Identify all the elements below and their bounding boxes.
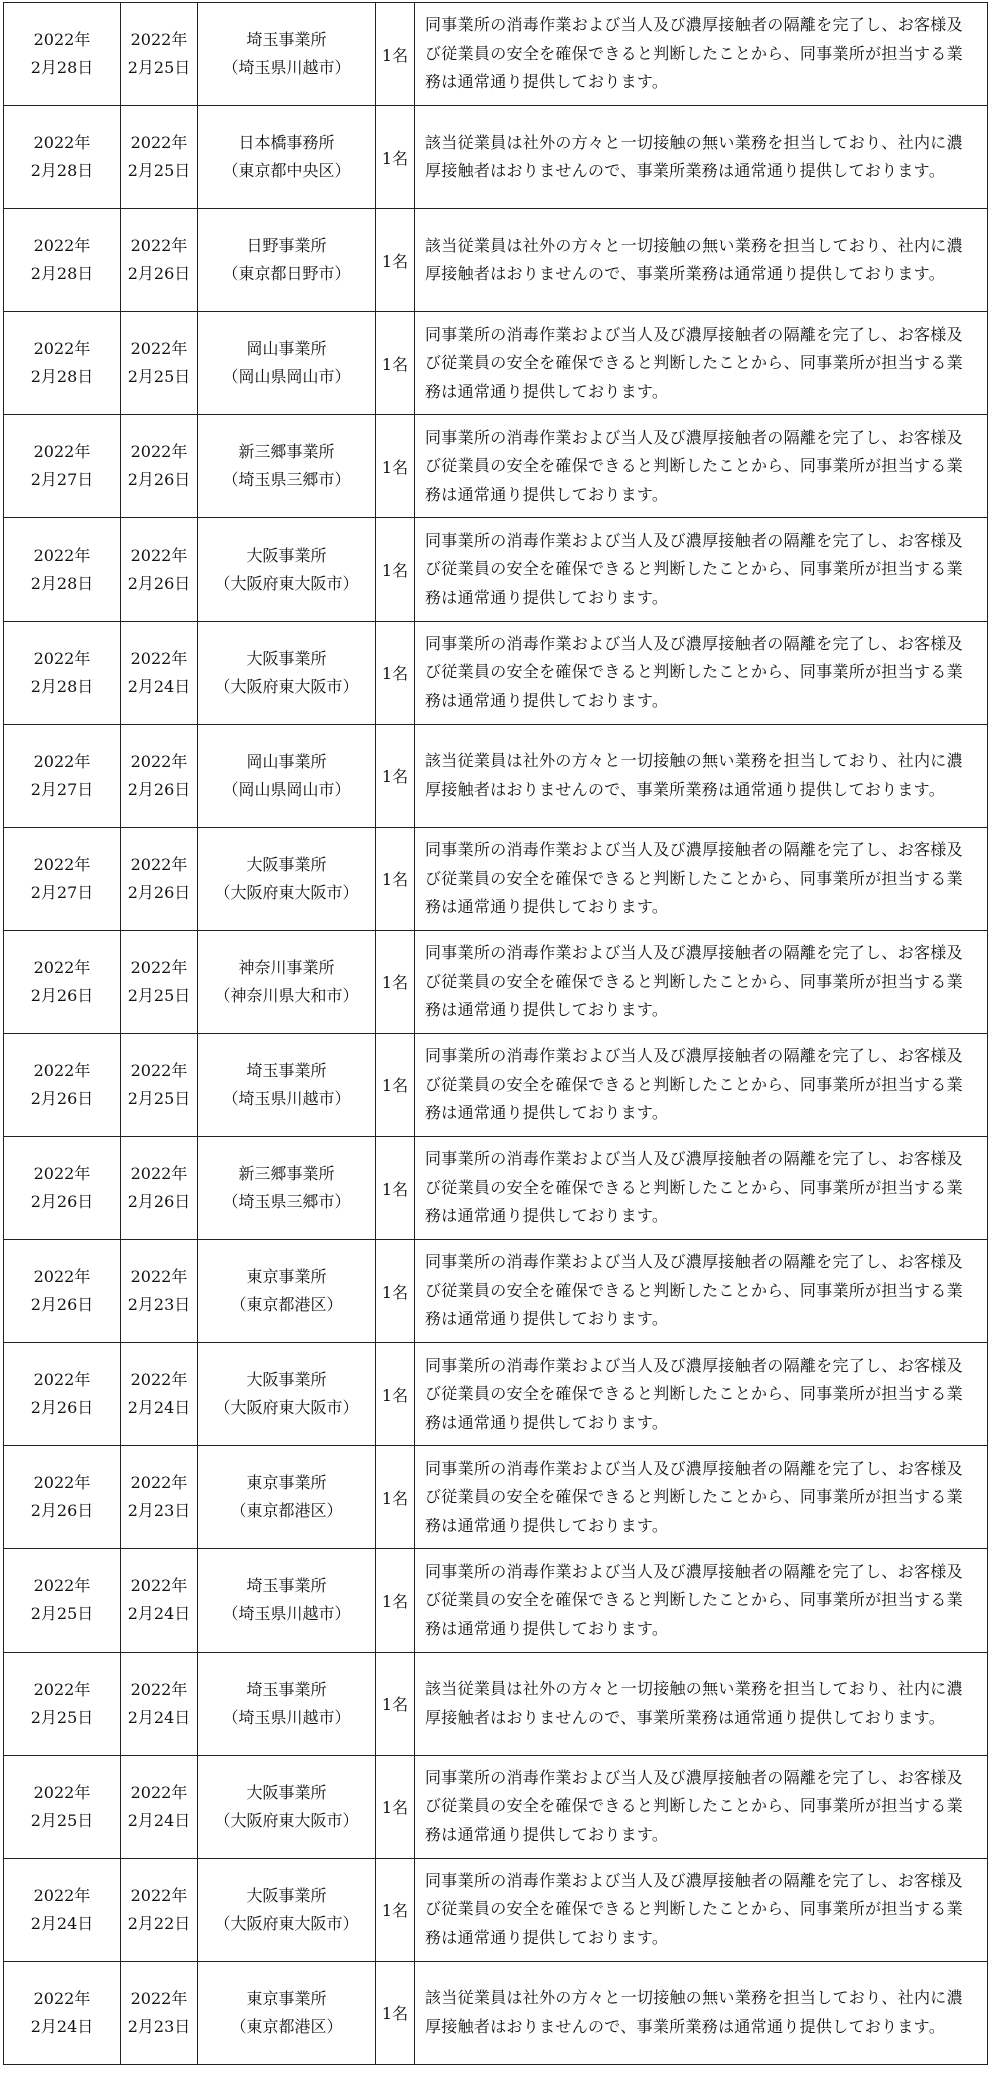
case-count-cell: 1名 [376, 1137, 415, 1240]
confirmed-date-cell-line: 2月25日 [127, 985, 191, 1005]
report-date-cell [4, 3, 121, 106]
confirmed-date-cell-line: 2022年 [130, 957, 188, 977]
infection-report-table [3, 2, 988, 2065]
report-date-cell-line: 2月28日 [30, 58, 94, 78]
office-cell-line: 神奈川事業所 [238, 957, 335, 977]
report-date-cell-line: 2022年 [33, 442, 91, 462]
office-cell [198, 1343, 376, 1446]
office-cell [198, 1755, 376, 1858]
office-cell-line: 岡山事業所 [246, 339, 327, 359]
report-date-cell [4, 518, 121, 621]
confirmed-date-cell-line: 2022年 [130, 1988, 188, 2008]
report-date-cell [4, 1549, 121, 1652]
status-note-cell: 同事業所の消毒作業および当人及び濃厚接触者の隔離を完了し、お客様及び従業員の安全を確保できると判断したことから、同事業所が担当する業務は通常通り提供しております。 [415, 1343, 988, 1446]
report-date-cell-line: 2022年 [33, 133, 91, 153]
confirmed-date-cell-line: 2月24日 [127, 1810, 191, 1830]
case-count-cell: 1名 [376, 1549, 415, 1652]
status-note-cell: 同事業所の消毒作業および当人及び濃厚接触者の隔離を完了し、お客様及び従業員の安全を確保できると判断したことから、同事業所が担当する業務は通常通り提供しております。 [415, 415, 988, 518]
office-cell-line: （大阪府東大阪市） [214, 1810, 359, 1830]
confirmed-date-cell [121, 1755, 198, 1858]
office-cell-line: 東京事業所 [246, 1473, 327, 1493]
report-date-cell-line: 2月28日 [30, 573, 94, 593]
office-cell-line: （大阪府東大阪市） [214, 573, 359, 593]
report-date-cell [4, 1652, 121, 1755]
office-cell-line: （神奈川県大和市） [214, 985, 359, 1005]
report-date-cell-line: 2月25日 [30, 1707, 94, 1727]
report-date-cell-line: 2022年 [33, 1473, 91, 1493]
report-date-cell-line: 2022年 [33, 854, 91, 874]
report-date-cell-line: 2月25日 [30, 1604, 94, 1624]
table-row [4, 1858, 988, 1961]
report-date-cell-line: 2022年 [33, 1988, 91, 2008]
report-date-cell-line: 2月26日 [30, 1398, 94, 1418]
report-date-cell-line: 2月25日 [30, 1810, 94, 1830]
case-count-cell: 1名 [376, 106, 415, 209]
office-cell-line: 大阪事業所 [246, 545, 327, 565]
confirmed-date-cell-line: 2022年 [130, 854, 188, 874]
office-cell-line: （東京都日野市） [222, 264, 351, 284]
report-date-cell-line: 2月26日 [30, 985, 94, 1005]
confirmed-date-cell-line: 2月25日 [127, 1088, 191, 1108]
confirmed-date-cell [121, 518, 198, 621]
confirmed-date-cell-line: 2022年 [130, 1782, 188, 1802]
table-row [4, 1549, 988, 1652]
confirmed-date-cell-line: 2022年 [130, 1164, 188, 1184]
office-cell-line: （埼玉県川越市） [222, 58, 351, 78]
report-date-cell-line: 2月24日 [30, 2016, 94, 2036]
report-date-cell-line: 2月28日 [30, 367, 94, 387]
confirmed-date-cell [121, 1858, 198, 1961]
confirmed-date-cell-line: 2022年 [130, 545, 188, 565]
office-cell [198, 1446, 376, 1549]
confirmed-date-cell-line: 2月24日 [127, 676, 191, 696]
report-date-cell-line: 2022年 [33, 1679, 91, 1699]
case-count-cell: 1名 [376, 1033, 415, 1136]
confirmed-date-cell [121, 621, 198, 724]
office-cell-line: 日野事業所 [246, 236, 327, 256]
table-row [4, 518, 988, 621]
confirmed-date-cell-line: 2月24日 [127, 1398, 191, 1418]
confirmed-date-cell-line: 2022年 [130, 30, 188, 50]
report-date-cell [4, 1858, 121, 1961]
status-note-cell: 同事業所の消毒作業および当人及び濃厚接触者の隔離を完了し、お客様及び従業員の安全を確保できると判断したことから、同事業所が担当する業務は通常通り提供しております。 [415, 3, 988, 106]
report-date-cell-line: 2022年 [33, 957, 91, 977]
confirmed-date-cell [121, 724, 198, 827]
office-cell-line: 大阪事業所 [246, 854, 327, 874]
report-date-cell-line: 2022年 [33, 1370, 91, 1390]
status-note-cell: 同事業所の消毒作業および当人及び濃厚接触者の隔離を完了し、お客様及び従業員の安全を確保できると判断したことから、同事業所が担当する業務は通常通り提供しております。 [415, 1549, 988, 1652]
table-row [4, 1652, 988, 1755]
confirmed-date-cell [121, 1446, 198, 1549]
office-cell [198, 106, 376, 209]
confirmed-date-cell-line: 2月22日 [127, 1913, 191, 1933]
confirmed-date-cell-line: 2022年 [130, 1576, 188, 1596]
report-date-cell-line: 2022年 [33, 648, 91, 668]
status-note-cell: 同事業所の消毒作業および当人及び濃厚接触者の隔離を完了し、お客様及び従業員の安全を確保できると判断したことから、同事業所が担当する業務は通常通り提供しております。 [415, 1858, 988, 1961]
report-date-cell [4, 1033, 121, 1136]
confirmed-date-cell [121, 1652, 198, 1755]
office-cell-line: 埼玉事業所 [246, 1679, 327, 1699]
case-count-cell: 1名 [376, 312, 415, 415]
case-count-cell: 1名 [376, 1446, 415, 1549]
office-cell-line: （大阪府東大阪市） [214, 882, 359, 902]
report-date-cell [4, 415, 121, 518]
table-row [4, 312, 988, 415]
status-note-cell: 同事業所の消毒作業および当人及び濃厚接触者の隔離を完了し、お客様及び従業員の安全を確保できると判断したことから、同事業所が担当する業務は通常通り提供しております。 [415, 1446, 988, 1549]
office-cell [198, 930, 376, 1033]
confirmed-date-cell [121, 930, 198, 1033]
office-cell [198, 1033, 376, 1136]
case-count-cell: 1名 [376, 930, 415, 1033]
confirmed-date-cell-line: 2月25日 [127, 161, 191, 181]
report-date-cell [4, 209, 121, 312]
office-cell [198, 1858, 376, 1961]
report-date-cell-line: 2月26日 [30, 1192, 94, 1212]
office-cell-line: （東京都中央区） [222, 161, 351, 181]
confirmed-date-cell-line: 2022年 [130, 648, 188, 668]
report-date-cell [4, 1137, 121, 1240]
report-date-cell-line: 2月27日 [30, 882, 94, 902]
office-cell [198, 209, 376, 312]
report-date-cell [4, 1961, 121, 2064]
table-row [4, 3, 988, 106]
report-date-cell [4, 1240, 121, 1343]
case-count-cell: 1名 [376, 1343, 415, 1446]
table-row [4, 930, 988, 1033]
confirmed-date-cell-line: 2月25日 [127, 58, 191, 78]
status-note-cell: 同事業所の消毒作業および当人及び濃厚接触者の隔離を完了し、お客様及び従業員の安全を確保できると判断したことから、同事業所が担当する業務は通常通り提供しております。 [415, 827, 988, 930]
confirmed-date-cell [121, 106, 198, 209]
confirmed-date-cell-line: 2月23日 [127, 1501, 191, 1521]
case-count-cell: 1名 [376, 209, 415, 312]
case-count-cell: 1名 [376, 1240, 415, 1343]
confirmed-date-cell-line: 2022年 [130, 1473, 188, 1493]
confirmed-date-cell [121, 209, 198, 312]
confirmed-date-cell [121, 1033, 198, 1136]
status-note-cell: 同事業所の消毒作業および当人及び濃厚接触者の隔離を完了し、お客様及び従業員の安全を確保できると判断したことから、同事業所が担当する業務は通常通り提供しております。 [415, 1033, 988, 1136]
table-row [4, 1240, 988, 1343]
office-cell-line: 東京事業所 [246, 1267, 327, 1287]
status-note-cell: 同事業所の消毒作業および当人及び濃厚接触者の隔離を完了し、お客様及び従業員の安全を確保できると判断したことから、同事業所が担当する業務は通常通り提供しております。 [415, 930, 988, 1033]
confirmed-date-cell-line: 2月25日 [127, 367, 191, 387]
office-cell-line: 埼玉事業所 [246, 1060, 327, 1080]
office-cell [198, 724, 376, 827]
confirmed-date-cell-line: 2月26日 [127, 573, 191, 593]
office-cell [198, 312, 376, 415]
report-date-cell-line: 2022年 [33, 1060, 91, 1080]
office-cell-line: 新三郷事業所 [238, 442, 335, 462]
confirmed-date-cell-line: 2月26日 [127, 1192, 191, 1212]
office-cell [198, 1137, 376, 1240]
report-date-cell-line: 2月28日 [30, 676, 94, 696]
confirmed-date-cell-line: 2022年 [130, 751, 188, 771]
confirmed-date-cell-line: 2022年 [130, 133, 188, 153]
confirmed-date-cell-line: 2022年 [130, 1060, 188, 1080]
office-cell [198, 518, 376, 621]
case-count-cell: 1名 [376, 724, 415, 827]
confirmed-date-cell-line: 2月24日 [127, 1707, 191, 1727]
status-note-cell: 該当従業員は社外の方々と一切接触の無い業務を担当しており、社内に濃厚接触者はおりませんので、事業所業務は通常通り提供しております。 [415, 1961, 988, 2064]
status-note-cell: 該当従業員は社外の方々と一切接触の無い業務を担当しており、社内に濃厚接触者はおりませんので、事業所業務は通常通り提供しております。 [415, 1652, 988, 1755]
report-date-cell [4, 930, 121, 1033]
case-count-cell: 1名 [376, 1961, 415, 2064]
office-cell-line: （埼玉県川越市） [222, 1707, 351, 1727]
report-date-cell [4, 312, 121, 415]
confirmed-date-cell-line: 2月26日 [127, 882, 191, 902]
report-date-cell-line: 2022年 [33, 1885, 91, 1905]
confirmed-date-cell-line: 2月23日 [127, 1295, 191, 1315]
office-cell-line: 東京事業所 [246, 1988, 327, 2008]
confirmed-date-cell-line: 2月26日 [127, 264, 191, 284]
office-cell-line: 大阪事業所 [246, 1885, 327, 1905]
confirmed-date-cell-line: 2022年 [130, 339, 188, 359]
office-cell-line: 新三郷事業所 [238, 1164, 335, 1184]
office-cell [198, 1652, 376, 1755]
confirmed-date-cell [121, 1137, 198, 1240]
report-date-cell-line: 2月27日 [30, 779, 94, 799]
report-date-cell-line: 2月26日 [30, 1088, 94, 1108]
confirmed-date-cell-line: 2022年 [130, 236, 188, 256]
office-cell [198, 1549, 376, 1652]
status-note-cell: 該当従業員は社外の方々と一切接触の無い業務を担当しており、社内に濃厚接触者はおりませんので、事業所業務は通常通り提供しております。 [415, 724, 988, 827]
office-cell-line: （東京都港区） [230, 1295, 343, 1315]
confirmed-date-cell-line: 2022年 [130, 1267, 188, 1287]
case-count-cell: 1名 [376, 1652, 415, 1755]
report-date-cell-line: 2022年 [33, 339, 91, 359]
report-date-cell-line: 2022年 [33, 751, 91, 771]
office-cell [198, 1240, 376, 1343]
report-date-cell-line: 2022年 [33, 30, 91, 50]
confirmed-date-cell [121, 415, 198, 518]
office-cell [198, 1961, 376, 2064]
confirmed-date-cell-line: 2月23日 [127, 2016, 191, 2036]
case-count-cell: 1名 [376, 1858, 415, 1961]
confirmed-date-cell [121, 312, 198, 415]
office-cell-line: （大阪府東大阪市） [214, 676, 359, 696]
case-count-cell: 1名 [376, 3, 415, 106]
office-cell-line: 埼玉事業所 [246, 1576, 327, 1596]
office-cell-line: （埼玉県三郷市） [222, 470, 351, 490]
report-date-cell [4, 1446, 121, 1549]
report-date-cell [4, 106, 121, 209]
report-date-cell [4, 827, 121, 930]
report-date-cell [4, 621, 121, 724]
report-date-cell-line: 2月26日 [30, 1501, 94, 1521]
confirmed-date-cell [121, 3, 198, 106]
report-date-cell-line: 2022年 [33, 236, 91, 256]
confirmed-date-cell-line: 2022年 [130, 442, 188, 462]
report-date-cell-line: 2022年 [33, 1782, 91, 1802]
report-date-cell-line: 2022年 [33, 545, 91, 565]
report-date-cell [4, 724, 121, 827]
confirmed-date-cell-line: 2月26日 [127, 779, 191, 799]
confirmed-date-cell-line: 2月24日 [127, 1604, 191, 1624]
report-date-cell-line: 2022年 [33, 1576, 91, 1596]
case-count-cell: 1名 [376, 827, 415, 930]
status-note-cell: 同事業所の消毒作業および当人及び濃厚接触者の隔離を完了し、お客様及び従業員の安全を確保できると判断したことから、同事業所が担当する業務は通常通り提供しております。 [415, 1755, 988, 1858]
confirmed-date-cell [121, 1549, 198, 1652]
office-cell-line: 大阪事業所 [246, 648, 327, 668]
case-count-cell: 1名 [376, 621, 415, 724]
status-note-cell: 同事業所の消毒作業および当人及び濃厚接触者の隔離を完了し、お客様及び従業員の安全を確保できると判断したことから、同事業所が担当する業務は通常通り提供しております。 [415, 1240, 988, 1343]
confirmed-date-cell-line: 2022年 [130, 1885, 188, 1905]
table-row [4, 415, 988, 518]
table-row [4, 1446, 988, 1549]
office-cell-line: （埼玉県川越市） [222, 1088, 351, 1108]
report-date-cell-line: 2月27日 [30, 470, 94, 490]
case-count-cell: 1名 [376, 1755, 415, 1858]
office-cell [198, 827, 376, 930]
confirmed-date-cell [121, 827, 198, 930]
report-date-cell-line: 2月24日 [30, 1913, 94, 1933]
status-note-cell: 該当従業員は社外の方々と一切接触の無い業務を担当しており、社内に濃厚接触者はおりませんので、事業所業務は通常通り提供しております。 [415, 106, 988, 209]
office-cell-line: （岡山県岡山市） [222, 367, 351, 387]
status-note-cell: 該当従業員は社外の方々と一切接触の無い業務を担当しており、社内に濃厚接触者はおりませんので、事業所業務は通常通り提供しております。 [415, 209, 988, 312]
office-cell-line: （東京都港区） [230, 1501, 343, 1521]
office-cell-line: 大阪事業所 [246, 1782, 327, 1802]
status-note-cell: 同事業所の消毒作業および当人及び濃厚接触者の隔離を完了し、お客様及び従業員の安全を確保できると判断したことから、同事業所が担当する業務は通常通り提供しております。 [415, 1137, 988, 1240]
office-cell-line: 大阪事業所 [246, 1370, 327, 1390]
confirmed-date-cell-line: 2月26日 [127, 470, 191, 490]
office-cell [198, 621, 376, 724]
confirmed-date-cell [121, 1961, 198, 2064]
report-date-cell-line: 2月28日 [30, 264, 94, 284]
report-date-cell-line: 2022年 [33, 1164, 91, 1184]
confirmed-date-cell [121, 1343, 198, 1446]
report-date-cell [4, 1755, 121, 1858]
confirmed-date-cell-line: 2022年 [130, 1370, 188, 1390]
office-cell-line: 埼玉事業所 [246, 30, 327, 50]
status-note-cell: 同事業所の消毒作業および当人及び濃厚接触者の隔離を完了し、お客様及び従業員の安全を確保できると判断したことから、同事業所が担当する業務は通常通り提供しております。 [415, 312, 988, 415]
table-row [4, 827, 988, 930]
office-cell [198, 3, 376, 106]
report-date-cell [4, 1343, 121, 1446]
office-cell [198, 415, 376, 518]
table-row [4, 724, 988, 827]
confirmed-date-cell [121, 1240, 198, 1343]
case-count-cell: 1名 [376, 415, 415, 518]
status-note-cell: 同事業所の消毒作業および当人及び濃厚接触者の隔離を完了し、お客様及び従業員の安全を確保できると判断したことから、同事業所が担当する業務は通常通り提供しております。 [415, 518, 988, 621]
table-body [4, 3, 988, 2065]
office-cell-line: （埼玉県川越市） [222, 1604, 351, 1624]
table-row [4, 209, 988, 312]
table-row [4, 1961, 988, 2064]
table-row [4, 1755, 988, 1858]
status-note-cell: 同事業所の消毒作業および当人及び濃厚接触者の隔離を完了し、お客様及び従業員の安全を確保できると判断したことから、同事業所が担当する業務は通常通り提供しております。 [415, 621, 988, 724]
office-cell-line: （大阪府東大阪市） [214, 1913, 359, 1933]
office-cell-line: （埼玉県三郷市） [222, 1192, 351, 1212]
report-date-cell-line: 2月26日 [30, 1295, 94, 1315]
office-cell-line: （岡山県岡山市） [222, 779, 351, 799]
table-row [4, 621, 988, 724]
office-cell-line: 岡山事業所 [246, 751, 327, 771]
office-cell-line: （大阪府東大阪市） [214, 1398, 359, 1418]
table-row [4, 1033, 988, 1136]
office-cell-line: （東京都港区） [230, 2016, 343, 2036]
table-row [4, 106, 988, 209]
office-cell-line: 日本橋事務所 [238, 133, 335, 153]
confirmed-date-cell-line: 2022年 [130, 1679, 188, 1699]
table-row [4, 1137, 988, 1240]
report-date-cell-line: 2月28日 [30, 161, 94, 181]
case-count-cell: 1名 [376, 518, 415, 621]
table-row [4, 1343, 988, 1446]
report-date-cell-line: 2022年 [33, 1267, 91, 1287]
